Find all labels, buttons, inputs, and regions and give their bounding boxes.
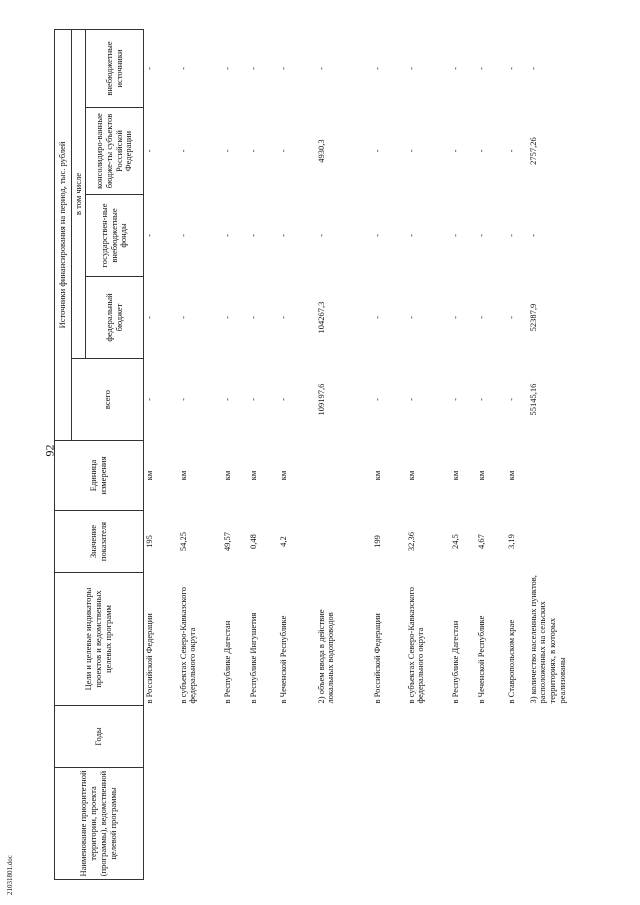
- amount-state: -: [221, 234, 232, 237]
- indicator-unit: км: [177, 470, 188, 481]
- amount-state: -: [405, 234, 416, 237]
- indicator-value: 3,19: [505, 534, 516, 549]
- indicator-label: 3) количество населенных пунктов, расположенных на сельских территориях, в которых реализованы: [527, 575, 567, 704]
- amount-state: -: [475, 234, 486, 237]
- indicator-unit: км: [247, 470, 258, 481]
- table-row: [178, 29, 222, 879]
- indicator-value: 199: [371, 535, 382, 548]
- amount-extra: -: [371, 67, 382, 70]
- header-total: всего: [72, 359, 144, 441]
- table-row: [372, 29, 406, 879]
- years-cell: [278, 706, 316, 768]
- amount-extra: -: [449, 67, 460, 70]
- header-value: Значение показателя: [55, 511, 144, 573]
- header-extrabudget: внебюджетные источники: [86, 29, 144, 107]
- table-row: [450, 29, 476, 879]
- amount-state: -: [315, 234, 326, 237]
- amount-federal: -: [371, 316, 382, 319]
- amount-federal: -: [247, 316, 258, 319]
- amount-total: -: [221, 398, 232, 401]
- indicator-label: в Республике Дагестан: [221, 620, 232, 704]
- amount-state: -: [247, 234, 258, 237]
- indicator-unit: км: [449, 470, 460, 481]
- amount-extra: -: [247, 67, 258, 70]
- program-cell: [316, 768, 372, 880]
- amount-extra: -: [144, 67, 154, 70]
- program-cell: [476, 768, 506, 880]
- indicator-value: 24,5: [449, 534, 460, 549]
- amount-consol: -: [221, 149, 232, 153]
- amount-federal: -: [505, 316, 516, 319]
- table-row: [406, 29, 450, 879]
- amount-federal: -: [277, 316, 288, 319]
- amount-federal: -: [144, 316, 154, 319]
- header-federal: федеральный бюджет: [86, 277, 144, 359]
- amount-federal: -: [449, 316, 460, 319]
- program-cell: [528, 768, 598, 880]
- amount-consol: -: [144, 149, 154, 153]
- amount-total: 109197,6: [315, 383, 326, 416]
- indicator-label: в Российской Федерации: [371, 613, 382, 704]
- amount-total: -: [449, 398, 460, 401]
- indicator-value: 49,57: [221, 531, 232, 552]
- table-row: [528, 29, 598, 879]
- header-goals: Цели и целевые индикаторы проектов и ведомственных целевых программ: [55, 573, 144, 706]
- amount-extra: -: [221, 67, 232, 70]
- indicator-label: в Республике Дагестан: [449, 620, 460, 704]
- indicator-unit: км: [475, 470, 486, 481]
- table-row: [222, 29, 248, 879]
- amount-state: -: [505, 234, 516, 237]
- indicator-label: в Российской Федерации: [144, 613, 154, 704]
- amount-extra: -: [527, 67, 538, 70]
- amount-total: 55145,16: [527, 383, 538, 416]
- years-cell: [372, 706, 406, 768]
- indicator-unit: км: [221, 470, 232, 481]
- amount-state: -: [449, 234, 460, 237]
- indicator-value: [528, 511, 598, 573]
- amount-consol: -: [177, 149, 188, 153]
- amount-federal: -: [405, 316, 416, 319]
- program-cell: [222, 768, 248, 880]
- program-cell: [248, 768, 278, 880]
- header-program: Наименование приоритетной территории, проекта (программы), ведомственной целевой программы: [55, 768, 144, 880]
- table-row: [476, 29, 506, 879]
- amount-total: -: [505, 398, 516, 401]
- header-years: Годы: [55, 706, 144, 768]
- amount-consol: 4930,3: [315, 139, 326, 163]
- amount-state: -: [177, 234, 188, 237]
- amount-consol: -: [405, 149, 416, 153]
- program-cell: [178, 768, 222, 880]
- program-cell: [506, 768, 528, 880]
- amount-total: -: [277, 398, 288, 401]
- years-cell: [144, 706, 178, 768]
- amount-extra: -: [505, 67, 516, 70]
- program-cell: [406, 768, 450, 880]
- indicator-label: в Республике Ингушетия: [247, 612, 258, 704]
- indicator-value: 4,2: [277, 536, 288, 547]
- amount-consol: 2757,26: [527, 137, 538, 165]
- years-cell: [528, 706, 598, 768]
- indicator-unit: км: [405, 470, 416, 481]
- years-cell: [222, 706, 248, 768]
- amount-federal: -: [221, 316, 232, 319]
- page-number: 92: [42, 444, 57, 457]
- amount-consol: -: [277, 149, 288, 153]
- amount-extra: -: [277, 67, 288, 70]
- table-row: [316, 29, 372, 879]
- years-cell: [316, 706, 372, 768]
- indicator-unit: [316, 441, 372, 511]
- indicator-unit: км: [505, 470, 516, 481]
- years-cell: [406, 706, 450, 768]
- indicator-label: в субъектах Северо-Кавказского федерального округа: [405, 586, 426, 704]
- program-cell: [144, 768, 178, 880]
- indicator-unit: км: [144, 470, 154, 481]
- amount-total: -: [405, 398, 416, 401]
- indicator-unit: км: [371, 470, 382, 481]
- years-cell: [178, 706, 222, 768]
- indicator-label: в Чеченской Республике: [277, 615, 288, 704]
- amount-state: -: [371, 234, 382, 237]
- years-cell: [450, 706, 476, 768]
- years-cell: [476, 706, 506, 768]
- amount-extra: -: [475, 67, 486, 70]
- indicator-value: 0,48: [247, 534, 258, 549]
- amount-federal: -: [475, 316, 486, 319]
- indicator-value: [316, 511, 372, 573]
- indicator-unit: км: [277, 470, 288, 481]
- program-cell: [450, 768, 476, 880]
- amount-extra: -: [405, 67, 416, 70]
- amount-federal: 104267,3: [315, 301, 326, 334]
- amount-consol: -: [475, 149, 486, 153]
- amount-total: -: [247, 398, 258, 401]
- table-row: [506, 29, 528, 879]
- years-cell: [506, 706, 528, 768]
- amount-total: -: [177, 398, 188, 401]
- amount-state: -: [527, 234, 538, 237]
- indicator-value: 4,67: [475, 534, 486, 549]
- amount-consol: -: [247, 149, 258, 153]
- header-sources: Источники финансирования на период, тыс. рублей: [55, 29, 72, 440]
- table-body: [144, 29, 598, 879]
- indicator-label: в субъектах Северо-Кавказского федерального округа: [177, 586, 198, 704]
- indicator-value: 54,25: [177, 531, 188, 552]
- amount-federal: 52387,9: [527, 303, 538, 332]
- amount-total: -: [371, 398, 382, 401]
- table-row: [278, 29, 316, 879]
- indicator-label: в Ставропольском крае: [505, 619, 516, 704]
- header-unit: Единица измерения: [55, 441, 144, 511]
- amount-consol: -: [505, 149, 516, 153]
- program-cell: [372, 768, 406, 880]
- table-row: [144, 29, 178, 879]
- amount-federal: -: [177, 316, 188, 319]
- footer-filename: 21031801.doc: [6, 855, 14, 895]
- years-cell: [248, 706, 278, 768]
- amount-state: -: [277, 234, 288, 237]
- table-row: [248, 29, 278, 879]
- header-consolidated: консолидиро-ванные бюдже-ты субъектов Российской Федерации: [86, 108, 144, 195]
- program-cell: [278, 768, 316, 880]
- financing-table: [54, 29, 598, 880]
- indicator-label: в Чеченской Республике: [475, 615, 486, 704]
- indicator-value: 195: [144, 535, 154, 548]
- amount-extra: -: [315, 67, 326, 70]
- amount-total: -: [475, 398, 486, 401]
- header-state-funds: государствен-ные внебюджетные фонды: [86, 195, 144, 277]
- indicator-value: 32,36: [405, 531, 416, 552]
- indicator-label: 2) объем ввода в действие локальных водопроводов: [315, 609, 336, 704]
- amount-total: -: [144, 398, 154, 401]
- amount-consol: -: [371, 149, 382, 153]
- amount-consol: -: [449, 149, 460, 153]
- header-including: в том числе: [72, 29, 86, 358]
- indicator-unit: [528, 441, 598, 511]
- rotated-page: [54, 30, 574, 880]
- amount-extra: -: [177, 67, 188, 70]
- amount-state: -: [144, 234, 154, 237]
